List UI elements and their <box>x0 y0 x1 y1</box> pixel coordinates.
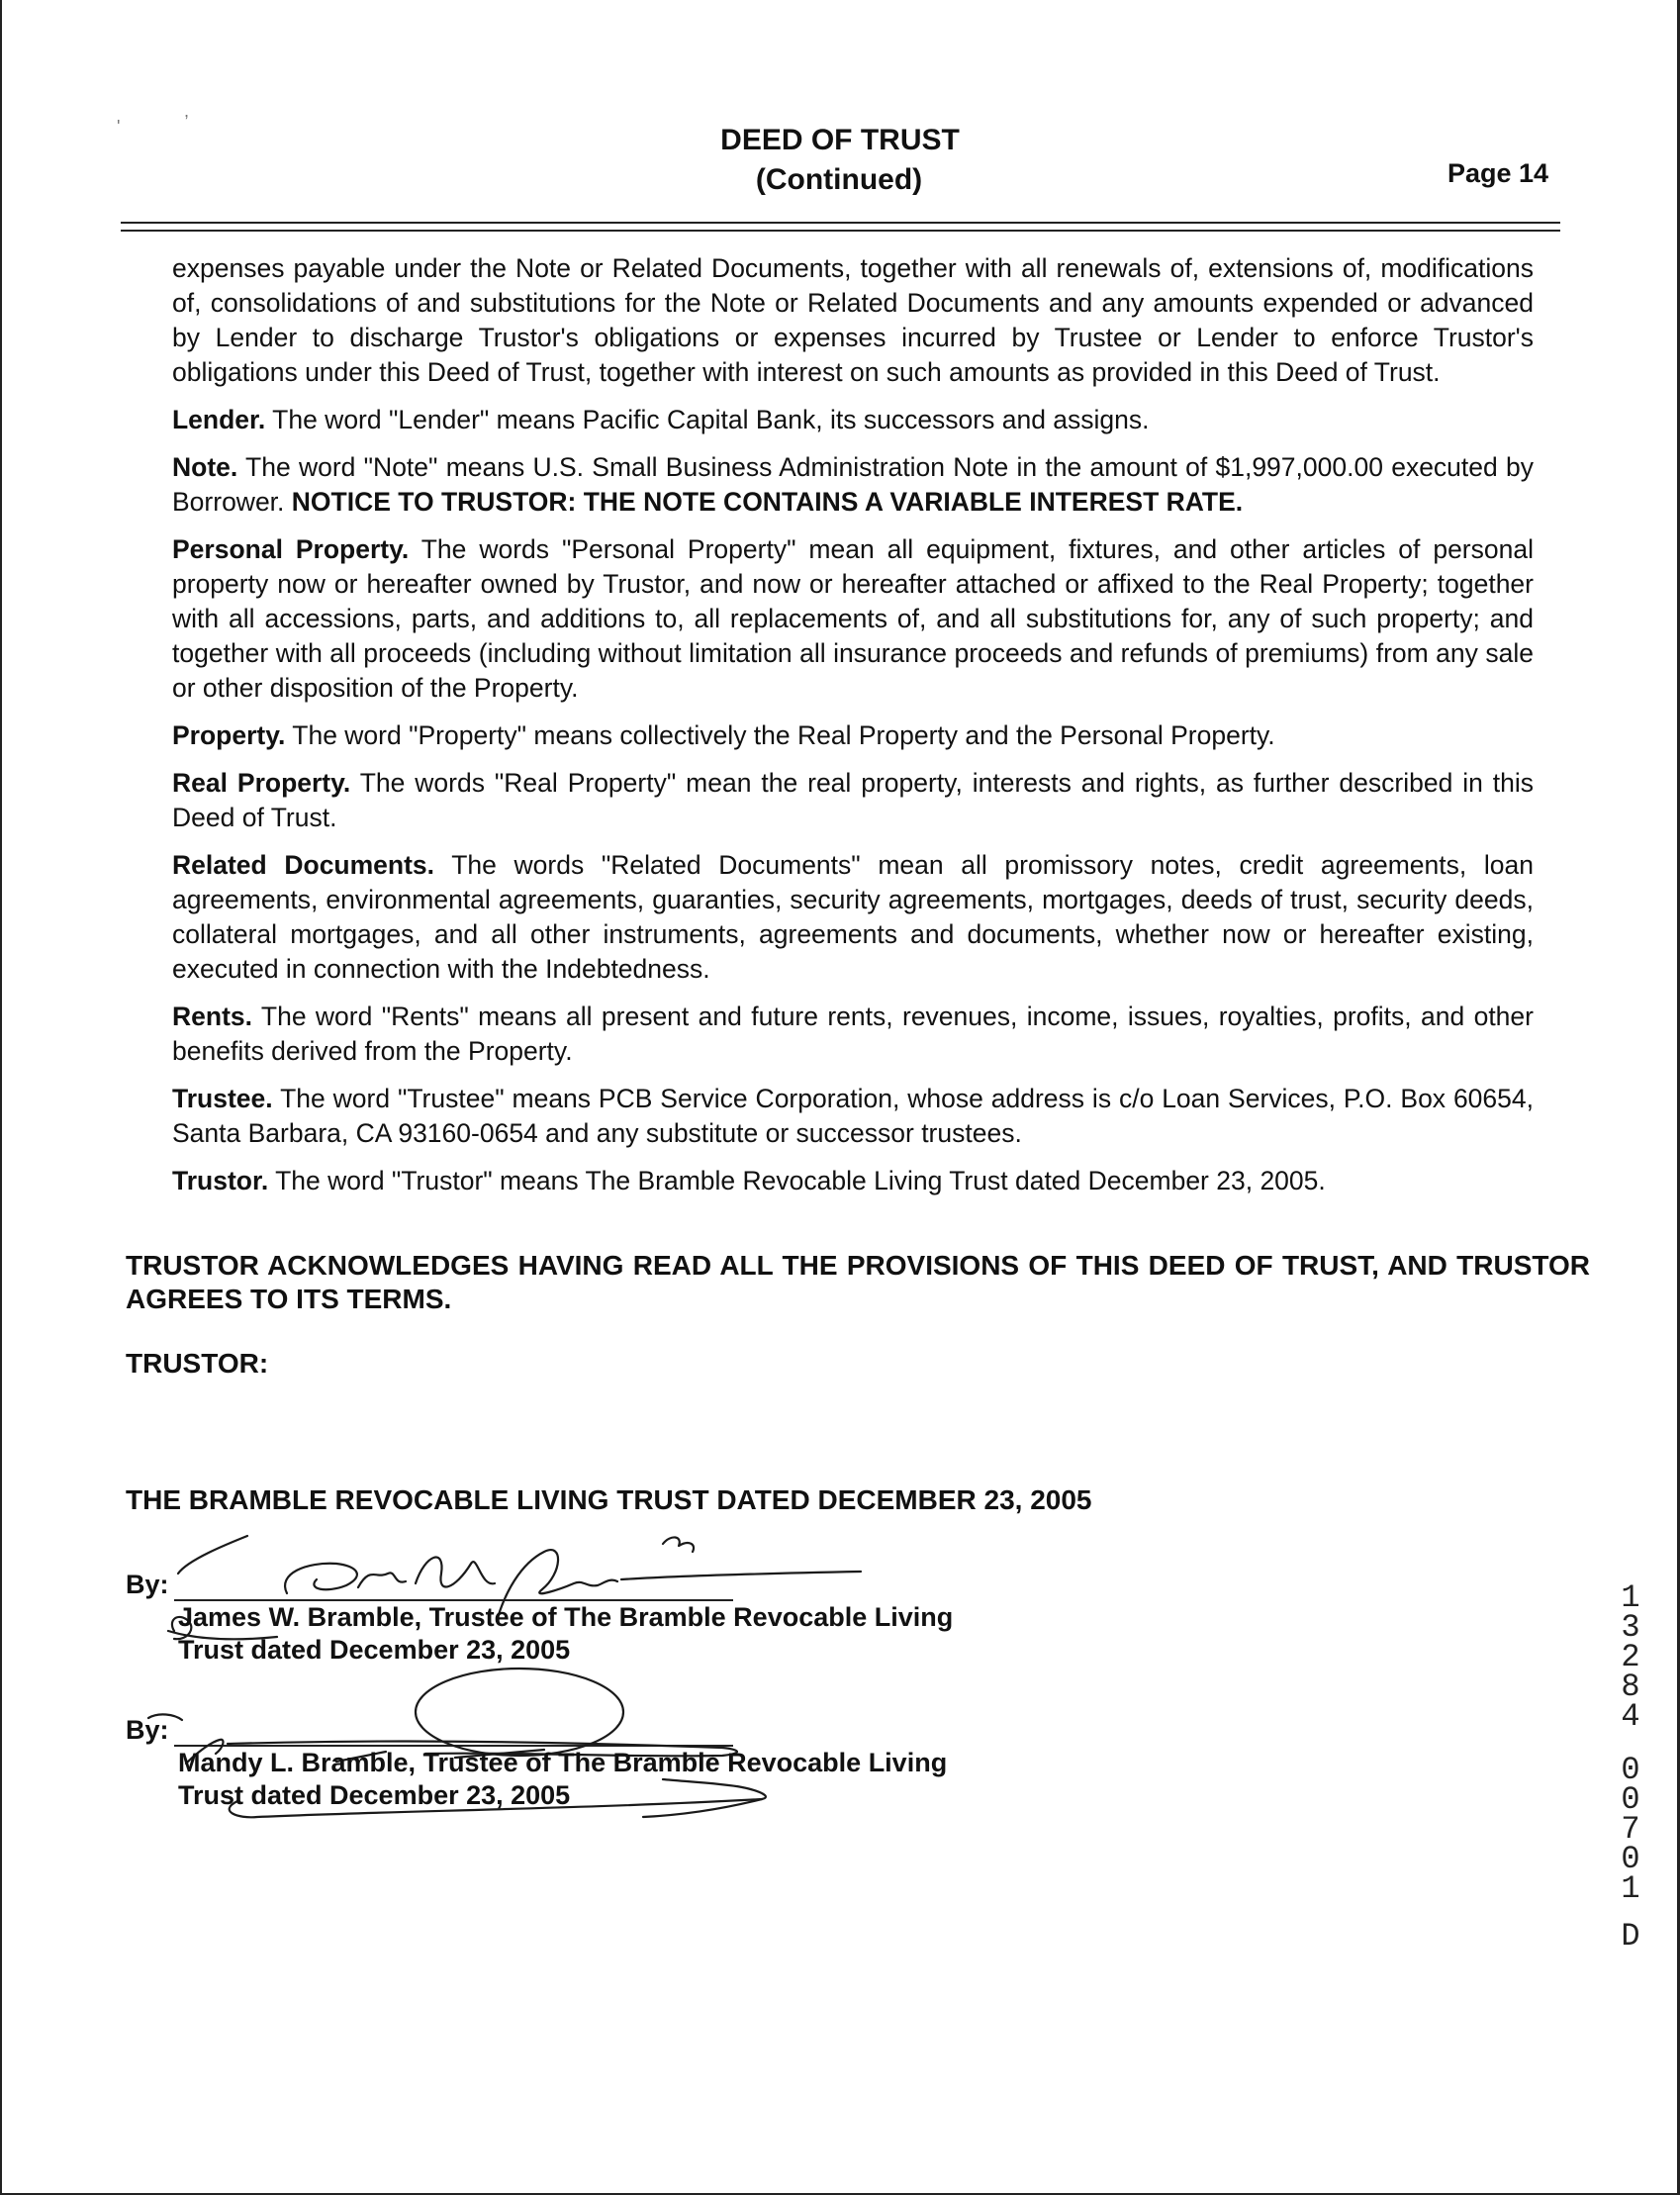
definition-lender <box>172 403 1534 437</box>
definition-term: Rents. <box>172 1002 252 1031</box>
trustor-section-label: TRUSTOR: <box>126 1348 269 1379</box>
recording-number-stamp <box>1613 1579 1648 1955</box>
definition-term: Personal Property. <box>172 534 410 564</box>
signer-date-line: Trust dated December 23, 2005 <box>178 1780 571 1810</box>
definition-text: The words "Real Property" mean the real property, interests and rights, as further described in this Deed of Trust. <box>172 768 1534 832</box>
trust-entity-name: THE BRAMBLE REVOCABLE LIVING TRUST DATED DECEMBER 23, 2005 <box>126 1484 1092 1515</box>
signer-name-line: James W. Bramble, Trustee of The Bramble Revocable Living <box>178 1602 954 1632</box>
definition-term: Property. <box>172 720 286 750</box>
definition-text: The words "Related Documents" mean all promissory notes, credit agreements, loan agreements, environmental agreements, guaranties, security agreements, mortgages, deeds of trust, security deeds, collateral mortgages, and all other instruments, agreements and documents, whether now or hereafter existing, executed in connection with the Indebtedness. <box>172 850 1534 984</box>
stamp-suffix: D <box>1621 1918 1640 1955</box>
definition-note <box>172 450 1534 520</box>
definition-trustee <box>172 1082 1534 1151</box>
stamp-digit: 1 <box>1621 1870 1640 1907</box>
definition-text: The words "Personal Property" mean all equipment, fixtures, and other articles of personal property now or hereafter owned by Trustor, and now or hereafter attached or affixed to the Real Property; together with all accessions, parts, and additions to, all replacements of, and all substitutions for, any of such property; and together with all proceeds (including without limitation all insurance proceeds and refunds of premiums) from any sale or other disposition of the Property. <box>172 534 1534 703</box>
definition-text: The word "Note" means U.S. Small Business Administration Note in the amount of $1,997,000.00 executed by Borrower. <box>172 452 1534 517</box>
definition-related-documents <box>172 848 1534 987</box>
definition-personal-property <box>172 532 1534 706</box>
document-subtitle: (Continued) <box>755 163 923 196</box>
definition-text: The word "Rents" means all present and future rents, revenues, income, issues, royalties, profits, and other benefits derived from the Property. <box>172 1002 1534 1066</box>
header-divider <box>121 222 1560 224</box>
page-number: Page 14 <box>1447 158 1549 188</box>
signer-name-block <box>178 1747 947 1812</box>
definition-term: Real Property. <box>172 768 351 798</box>
stamp-digit: 8 <box>1621 1669 1640 1705</box>
definition-property <box>172 718 1534 753</box>
definition-rents <box>172 1000 1534 1069</box>
document-title: DEED OF TRUST <box>720 124 960 156</box>
definition-text: The word "Trustor" means The Bramble Revocable Living Trust dated December 23, 2005. <box>275 1166 1326 1195</box>
definition-text: The word "Trustee" means PCB Service Corporation, whose address is c/o Loan Services, P.O. Box 60654, Santa Barbara, CA 93160-0654 and any substitute or successor trustees. <box>172 1084 1534 1148</box>
stamp-digit: 0 <box>1621 1841 1640 1877</box>
stamp-digit: 4 <box>1621 1698 1640 1735</box>
continued-paragraph: expenses payable under the Note or Related Documents, together with all renewals of, extensions of, modifications of, consolidations of and substitutions for the Note or Related Documents and any amounts expended or advanced by Lender to discharge Trustor's obligations or expenses incurred by Trustee or Lender to enforce Trustor's obligations under this Deed of Trust, together with interest on such amounts as provided in this Deed of Trust. <box>172 253 1534 387</box>
stamp-digit: 1 <box>1621 1579 1640 1616</box>
stamp-digit: 0 <box>1621 1752 1640 1788</box>
definition-term: Lender. <box>172 405 266 434</box>
acknowledgment-statement: TRUSTOR ACKNOWLEDGES HAVING READ ALL THE PROVISIONS OF THIS DEED OF TRUST, AND TRUSTOR AGREES TO ITS TERMS. <box>126 1250 1590 1314</box>
definition-term: Trustor. <box>172 1166 269 1195</box>
stamp-digit: 0 <box>1621 1781 1640 1818</box>
definition-text: The word "Lender" means Pacific Capital Bank, its successors and assigns. <box>272 405 1150 434</box>
definition-term: Note. <box>172 452 238 482</box>
scan-speck: , <box>184 101 190 121</box>
stamp-digit: 7 <box>1621 1811 1640 1848</box>
variable-rate-notice: NOTICE TO TRUSTOR: THE NOTE CONTAINS A VARIABLE INTEREST RATE. <box>291 487 1244 517</box>
stamp-digit: 2 <box>1621 1639 1640 1675</box>
document-header <box>0 121 1680 200</box>
signer-name-line: Mandy L. Bramble, Trustee of The Bramble Revocable Living <box>178 1748 948 1777</box>
header-divider <box>121 230 1560 232</box>
definition-trustor <box>172 1164 1534 1198</box>
by-label: By: <box>126 1570 169 1599</box>
signer-name-block <box>178 1601 953 1667</box>
definition-term: Related Documents. <box>172 850 435 880</box>
definition-text: The word "Property" means collectively the Real Property and the Personal Property. <box>292 720 1275 750</box>
document-body <box>172 251 1534 1211</box>
signer-date-line: Trust dated December 23, 2005 <box>178 1635 571 1665</box>
definition-real-property <box>172 766 1534 835</box>
scan-speck: ' <box>117 117 121 137</box>
by-label: By: <box>126 1715 169 1745</box>
stamp-digit: 3 <box>1621 1609 1640 1646</box>
definition-term: Trustee. <box>172 1084 273 1113</box>
